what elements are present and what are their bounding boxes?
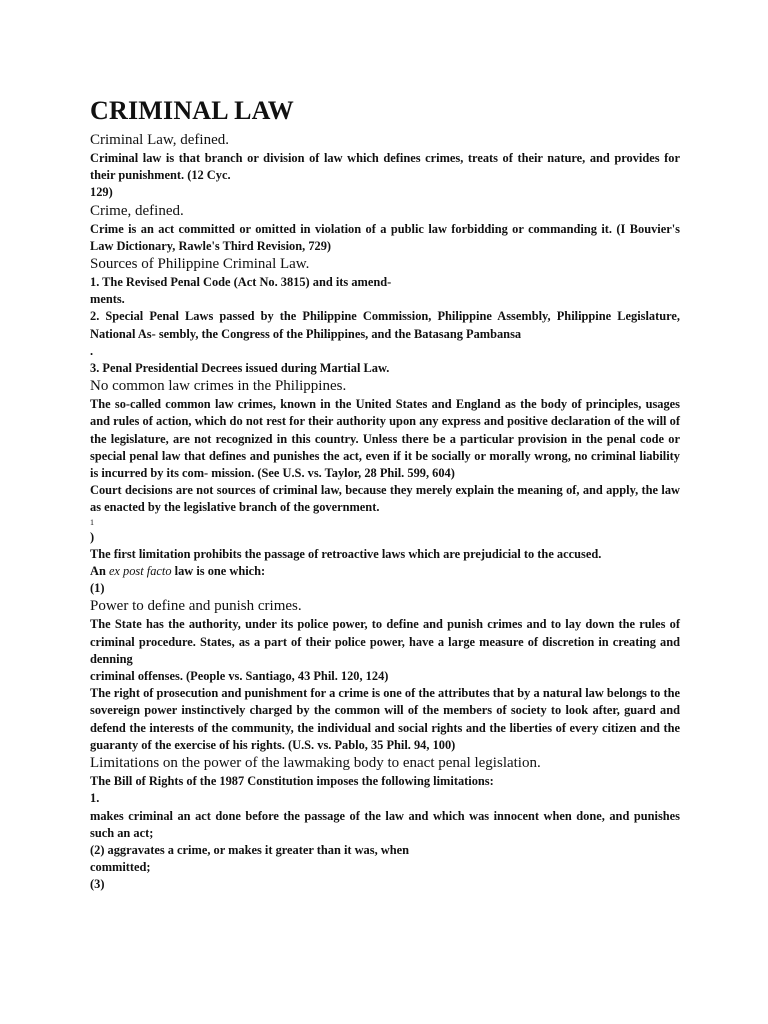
ex-post-facto-pre: An — [90, 564, 109, 579]
list-marker-1-dot: 1. — [90, 791, 100, 806]
list-item-committed: committed; — [90, 860, 151, 875]
document-title: CRIMINAL LAW — [90, 96, 294, 125]
paragraph-ex-post-facto — [90, 563, 680, 580]
paragraph-crime-definition: Crime is an act committed or omitted in violation of a public law forbidding or commanding it. (I Bouvier's Law Dictionary, Rawle's Third Revision, 729) — [90, 221, 680, 253]
footnote-marker: 1 — [90, 517, 94, 527]
list-item-3: 3. Penal Presidential Decrees issued during Martial Law. — [90, 361, 390, 376]
list-item-aggravates: (2) aggravates a crime, or makes it greater than it was, when — [90, 842, 409, 857]
list-marker-3: (3) — [90, 877, 105, 892]
paragraph-people-vs-santiago: criminal offenses. (People vs. Santiago, 43 Phil. 120, 124) — [90, 669, 389, 684]
paragraph-first-limitation: The first limitation prohibits the passage of retroactive laws which are prejudicial to the accused. — [90, 546, 602, 561]
heading-power-to-define: Power to define and punish crimes. — [90, 598, 302, 615]
paragraph-court-decisions: Court decisions are not sources of criminal law, because they merely explain the meaning of, and apply, the law as enacted by the legislative branch of the government. — [90, 483, 680, 515]
paragraph-right-of-prosecution: The right of prosecution and punishment for a crime is one of the attributes that by a natural law belongs to the sovereign power instinctively charged by the common will of the members of society to look after, guard and defend the interests of the community, the individual and social rights and the liberties of every citizen and the guaranty of the exercise of his rights. (U.S. vs. Pablo, 35 Phil. 94, 100) — [90, 686, 680, 752]
paragraph-common-law-crimes: The so-called common law crimes, known in the United States and England as the body of principles, usages and rules of action, which do not rest for their authority upon any express and positive declaration of the will of the legislature, are not recognized in this country. Unless there be a particular provision in the penal code or special penal law that defines and punishes the act, even if it be socially or morally wrong, no criminal liability is incurred by its com- mission. (See U.S. vs. Taylor, 28 Phil. 599, 604) — [90, 397, 680, 481]
paragraph-citation-page: 129) — [90, 185, 113, 200]
stray-paren: ) — [90, 529, 95, 544]
ex-post-facto-post: law is one which: — [171, 564, 266, 579]
paragraph-state-authority: The State has the authority, under its police power, to define and punish crimes and to lay down the rules of criminal procedure. States, as a part of their police power, have a large measure of discretion in creating and denning — [90, 617, 680, 666]
heading-no-common-law-crimes: No common law crimes in the Philippines. — [90, 378, 347, 395]
paragraph-criminal-law-definition: Criminal law is that branch or division of law which defines crimes, treats of their nature, and provides for their punishment. (12 Cyc. — [90, 151, 680, 183]
list-item-2: 2. Special Penal Laws passed by the Philippine Commission, Philippine Assembly, Philippine Legislature, National As- sembly, the Congress of the Philippines, and the Batasang Pambansa — [90, 309, 680, 341]
list-item-1b: ments. — [90, 292, 125, 307]
paragraph-bill-of-rights: The Bill of Rights of the 1987 Constitution imposes the following limitations: — [90, 774, 494, 789]
ex-post-facto-term: ex post facto — [108, 564, 172, 579]
list-item-1a: 1. The Revised Penal Code (Act No. 3815) and its amend- — [90, 275, 392, 290]
heading-sources: Sources of Philippine Criminal Law. — [90, 256, 310, 273]
document-page — [90, 96, 680, 894]
heading-limitations: Limitations on the power of the lawmaking body to enact penal legislation. — [90, 755, 541, 772]
stray-period: . — [90, 343, 94, 358]
paragraph-makes-criminal: makes criminal an act done before the passage of the law and which was innocent when done, and punishes such an act; — [90, 808, 680, 840]
heading-crime-defined: Crime, defined. — [90, 202, 184, 219]
list-marker-1: (1) — [90, 581, 105, 596]
heading-criminal-law-defined: Criminal Law, defined. — [90, 132, 229, 148]
